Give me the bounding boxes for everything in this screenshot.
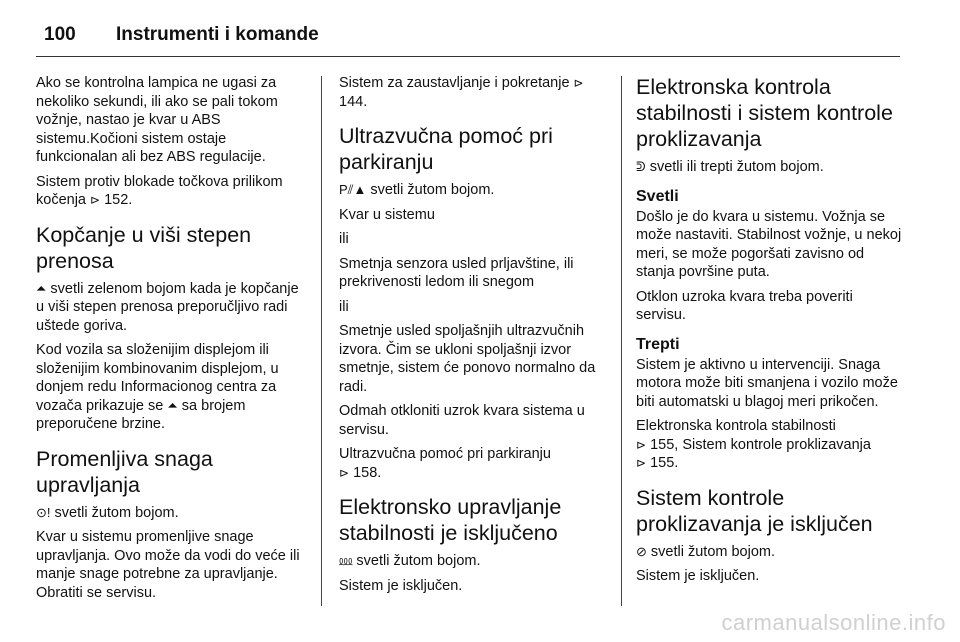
column-1	[36, 74, 308, 608]
section-heading-tc-off: Sistem kontrole proklizavanja je isključen	[636, 485, 873, 536]
parking-paragraph-2: Kvar u sistemu	[339, 206, 435, 223]
parking-sensor-icon: P⫽▲	[339, 182, 367, 197]
esc-off-paragraph-2: Sistem je isključen.	[339, 577, 463, 594]
on-paragraph-1: Došlo je do kvara u sistemu. Vožnja se može nastaviti. Stabilnost vožnje, u nekoj meri, se može pogoršati zavisno od stanja površine puta.	[636, 208, 902, 280]
esc-skid-icon: ᕲ	[636, 159, 646, 174]
stop-start-reference: Sistem za zaustavljanje i pokretanje ⊳ 144.	[339, 75, 584, 110]
parking-paragraph-5: Odmah otkloniti uzrok kvara sistema u servisu.	[339, 403, 585, 438]
on-paragraph-2: Otklon uzroka kvara treba poveriti servisu.	[636, 288, 853, 323]
parking-paragraph-4: Smetnje usled spoljašnjih ultrazvučnih izvora. Čim se ukloni spoljašnji izvor smetnje, sistem će ponovo normalno da radi.	[339, 323, 596, 395]
section-heading-shift: Kopčanje u viši stepen prenosa	[36, 222, 252, 273]
shift-paragraph-1: ⏶ svetli zelenom bojom kada je kopčanje u viši stepen prenosa preporučljivo radi uštede goriva.	[36, 280, 299, 334]
subheading-on: Svetli	[636, 187, 679, 205]
esc-off-icon: ⅏	[339, 553, 353, 568]
page-reference-arrow-icon: ⊳	[636, 456, 647, 470]
column-3	[636, 74, 902, 592]
abs-paragraph: Ako se kontrolna lampica ne ugasi za nekoliko sekundi, ili ako se pali tokom vožnje, nastao je kvar u ABS sistemu.Kočioni sistem ostaje funkcionalan ali bez ABS regulacije.	[36, 75, 278, 165]
page-reference-arrow-icon: ⊳	[90, 193, 101, 207]
parking-reference: Ultrazvučna pomoć pri parkiranju ⊳ 158.	[339, 446, 551, 481]
flash-paragraph-1: Sistem je aktivno u intervenciji. Snaga motora može biti smanjena i vozilo može biti automatski u blagoj meri prikočen.	[636, 356, 898, 410]
page-header	[44, 20, 319, 50]
abs-reference-paragraph: Sistem protiv blokade točkova prilikom kočenja ⊳ 152.	[36, 173, 283, 208]
steering-paragraph-1: ⊙! svetli žutom bojom.	[36, 504, 179, 521]
parking-or-2: ili	[339, 298, 349, 315]
section-heading-parking: Ultrazvučna pomoć pri parkiranju	[339, 124, 553, 174]
shift-paragraph-2: Kod vozila sa složenijim displejom ili složenijim kombinovanim displejom, u donjem redu Informacionog centra za vozača prikazuje se ⏶ sa brojem preporučene brzine.	[36, 342, 279, 432]
tc-off-paragraph-1: ⊘ svetli žutom bojom.	[636, 543, 776, 560]
column-divider-1	[321, 76, 322, 606]
tc-off-paragraph-2: Sistem je isključen.	[636, 568, 760, 584]
tc-off-icon: ⊘	[636, 543, 647, 559]
column-divider-2	[621, 76, 622, 606]
parking-or-1: ili	[339, 231, 349, 247]
page-number: 100	[44, 24, 76, 45]
shift-up-arrow-icon: ⏶	[36, 280, 47, 296]
chapter-title: Instrumenti i komande	[116, 24, 319, 45]
esc-paragraph-1: ᕲ svetli ili trepti žutom bojom.	[636, 159, 824, 175]
shift-up-arrow-icon: ⏶	[167, 397, 178, 413]
parking-paragraph-1: P⫽▲ svetli žutom bojom.	[339, 182, 495, 198]
subheading-flash: Trepti	[636, 335, 680, 353]
esc-off-paragraph-1: ⅏ svetli žutom bojom.	[339, 553, 481, 569]
steering-paragraph-2: Kvar u sistemu promenljive snage upravljanja. Ovo može da vodi do veće ili manje snage potrebne za upravljanje. Obratiti se servisu.	[36, 529, 300, 601]
watermark: carmanualsonline.info	[721, 610, 946, 635]
page-reference-arrow-icon: ⊳	[573, 76, 584, 90]
page-reference-arrow-icon: ⊳	[339, 465, 350, 480]
column-2	[339, 74, 605, 601]
section-heading-steering: Promenljiva snaga upravljanja	[36, 446, 213, 497]
header-rule	[36, 56, 900, 57]
flash-reference: Elektronska kontrola stabilnosti ⊳ 155, Sistem kontrole proklizavanja ⊳ 155.	[636, 418, 871, 471]
section-heading-esc-off: Elektronsko upravljanje stabilnosti je isključeno	[339, 495, 562, 545]
section-heading-esc: Elektronska kontrola stabilnosti i sistem kontrole proklizavanja	[636, 75, 893, 151]
steering-warning-icon: ⊙!	[36, 504, 51, 520]
parking-paragraph-3: Smetnja senzora usled prljavštine, ili prekrivenosti ledom ili snegom	[339, 255, 574, 290]
page-reference-arrow-icon: ⊳	[636, 437, 647, 452]
